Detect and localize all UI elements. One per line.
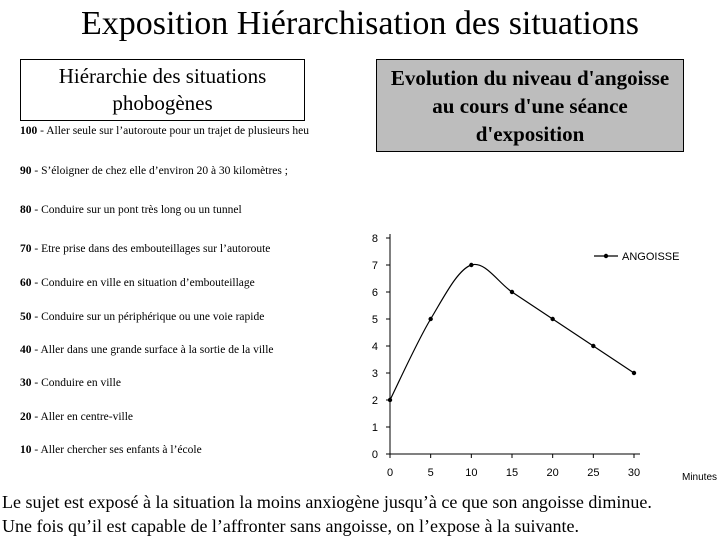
hierarchy-text: - Conduire sur un pont très long ou un tunnel (31, 204, 242, 216)
hierarchy-text: - S’éloigner de chez elle d’environ 20 à 30 kilomètres ; (31, 165, 288, 177)
hierarchy-level: 60 (20, 277, 32, 289)
hierarchy-item (20, 242, 270, 256)
x-tick-label: 20 (546, 467, 559, 479)
hierarchy-item (20, 124, 309, 138)
chart-header-line-1: Evolution du niveau d'angoisse (390, 65, 670, 90)
hierarchy-level: 80 (20, 204, 32, 216)
data-point (469, 263, 473, 267)
x-tick-label: 0 (386, 467, 394, 479)
hierarchy-text: - Aller dans une grande surface à la sortie de la ville (31, 344, 274, 356)
legend-marker (604, 254, 608, 258)
hierarchy-level: 70 (20, 243, 32, 255)
x-axis-label: Minutes (682, 472, 718, 483)
page-title: Exposition Hiérarchisation des situations (80, 5, 640, 42)
y-tick-label: 6 (371, 287, 378, 299)
hierarchy-level: 20 (20, 411, 32, 423)
legend-label: ANGOISSE (622, 251, 680, 263)
data-point (510, 290, 514, 294)
hierarchy-level: 10 (20, 444, 32, 456)
y-tick-label: 7 (371, 260, 378, 272)
x-tick-label: 10 (465, 467, 478, 479)
hierarchy-item (20, 443, 202, 457)
chart-header-line-2: au cours d'une séance (432, 93, 628, 118)
y-tick-label: 8 (371, 233, 378, 245)
y-tick-label: 1 (371, 422, 378, 434)
x-tick-label: 15 (505, 467, 519, 479)
series-line (390, 264, 634, 400)
y-tick-label: 5 (371, 314, 378, 326)
x-tick-label: 5 (427, 467, 434, 479)
hierarchy-header-line-2: phobogènes (112, 91, 213, 115)
footer-line-1: Le sujet est exposé à la situation la moins anxiogène jusqu’à ce que son angoisse diminue. (2, 492, 652, 512)
hierarchy-level: 100 (20, 125, 38, 137)
hierarchy-header-text (59, 63, 267, 117)
hierarchy-item (20, 310, 264, 324)
hierarchy-text: - Conduire en ville en situation d’embouteillage (31, 277, 255, 289)
footer-caption (2, 490, 720, 538)
data-point (632, 371, 636, 375)
chart-header-line-3: d'exposition (475, 121, 585, 146)
footer-line-2: Une fois qu’il est capable de l’affronter sans angoisse, on l’expose à la suivante. (2, 516, 579, 536)
hierarchy-level: 50 (20, 311, 32, 323)
y-tick-label: 2 (371, 395, 378, 407)
hierarchy-header-box (20, 59, 305, 121)
data-point (388, 398, 392, 402)
hierarchy-text: - Aller seule sur l’autoroute pour un trajet de plusieurs heu (37, 125, 310, 137)
hierarchy-level: 30 (20, 377, 32, 389)
x-tick-label: 25 (587, 467, 600, 479)
data-point (591, 344, 595, 348)
hierarchy-text: - Etre prise dans des embouteillages sur l’autoroute (31, 243, 271, 255)
hierarchy-item (20, 164, 288, 178)
anxiety-line-chart (340, 225, 720, 483)
hierarchy-item (20, 203, 242, 217)
hierarchy-item (20, 410, 133, 424)
hierarchy-text: - Conduire sur un périphérique ou une voie rapide (31, 311, 265, 323)
hierarchy-text: - Aller en centre-ville (31, 411, 134, 423)
hierarchy-item (20, 276, 255, 290)
chart-header-box (376, 59, 684, 152)
y-tick-label: 3 (371, 368, 378, 380)
data-point (428, 317, 432, 321)
x-tick-label: 30 (627, 467, 641, 479)
hierarchy-header-line-1: Hiérarchie des situations (58, 64, 267, 88)
hierarchy-text: - Conduire en ville (31, 377, 121, 389)
hierarchy-level: 90 (20, 165, 32, 177)
y-tick-label: 0 (371, 449, 378, 461)
hierarchy-item (20, 343, 274, 357)
y-tick-label: 4 (371, 341, 378, 353)
chart-header-text (391, 64, 669, 148)
hierarchy-item (20, 376, 121, 390)
data-point (550, 317, 554, 321)
hierarchy-text: - Aller chercher ses enfants à l’école (31, 444, 202, 456)
hierarchy-level: 40 (20, 344, 32, 356)
